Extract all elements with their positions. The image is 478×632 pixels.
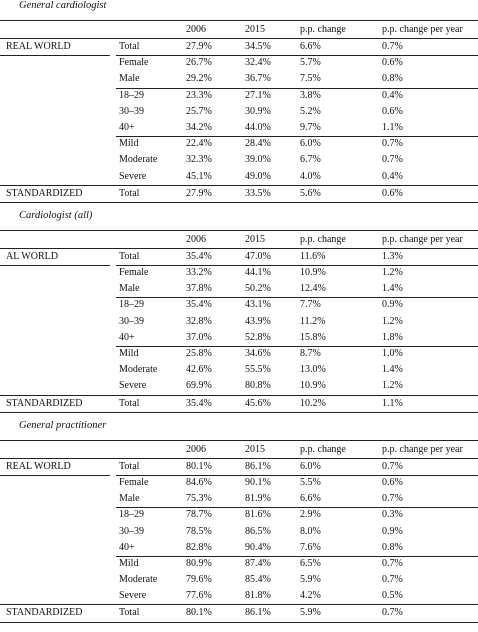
- group-label: STANDARDIZED: [6, 607, 83, 619]
- table-cell: 84.6%: [186, 476, 212, 488]
- table-cell: Mild: [119, 348, 139, 359]
- column-header: 2006: [186, 24, 206, 35]
- table-row: [0, 88, 478, 104]
- table-cell: 1.4%: [382, 283, 403, 295]
- table-row: [0, 507, 478, 523]
- table-cell: 5.7%: [300, 57, 321, 69]
- table-cell: 15.8%: [300, 331, 326, 343]
- table-cell: 32.8%: [186, 315, 212, 327]
- table-row: [0, 39, 478, 55]
- table-cell: 1.2%: [382, 380, 403, 392]
- table-row: [0, 152, 478, 168]
- table-cell: 80.1%: [186, 607, 212, 619]
- table-cell: 90.1%: [245, 476, 271, 488]
- table-cell: 18–29: [119, 89, 144, 101]
- table-cell: 34.2%: [186, 121, 212, 133]
- table-cell: 40+: [119, 541, 135, 553]
- table-cell: 22.4%: [186, 138, 212, 150]
- table-cell: 1.1%: [382, 121, 403, 133]
- table-row: [0, 169, 478, 185]
- table-cell: 12.4%: [300, 283, 326, 295]
- table-cell: 1.2%: [382, 315, 403, 327]
- table-row: [0, 524, 478, 540]
- table-cell: Severe: [119, 590, 147, 602]
- table-cell: 1.1%: [382, 397, 403, 409]
- table-cell: Mild: [119, 138, 139, 150]
- table-cell: 0.7%: [382, 607, 403, 619]
- table-cell: 55.5%: [245, 364, 271, 376]
- table-cell: 10.2%: [300, 397, 326, 409]
- table-cell: 28.4%: [245, 138, 271, 150]
- table-cell: 87.4%: [245, 557, 271, 569]
- table-cell: 42.6%: [186, 364, 212, 376]
- table-cell: Severe: [119, 170, 147, 182]
- table-row: [0, 330, 478, 346]
- table-cell: 35.4%: [186, 250, 212, 262]
- standardized-row: [0, 186, 478, 202]
- table-cell: 4.0%: [300, 170, 321, 182]
- table-cell: 7.5%: [300, 73, 321, 85]
- table-cell: 0.6%: [382, 57, 403, 69]
- column-header: 2015: [245, 233, 265, 245]
- table-cell: 0.7%: [382, 557, 403, 569]
- table-cell: Total: [119, 460, 140, 472]
- table-cell: 30–39: [119, 315, 144, 327]
- table-cell: 27.9%: [186, 187, 212, 199]
- block-rule: [116, 556, 478, 557]
- group-label: REAL WORLD: [6, 41, 71, 52]
- table-cell: 0.6%: [382, 105, 403, 117]
- table-cell: 0.7%: [382, 138, 403, 150]
- table-cell: 47.0%: [245, 250, 271, 262]
- column-header: p.p. change per year: [382, 443, 463, 455]
- table-cell: 2.9%: [300, 509, 321, 521]
- table-row: [0, 540, 478, 556]
- table-cell: 25.7%: [186, 105, 212, 117]
- block-rule: [116, 297, 478, 298]
- table-cell: 36.7%: [245, 73, 271, 85]
- section-title: General practitioner: [19, 419, 107, 431]
- table-cell: 43.9%: [245, 315, 271, 327]
- table-cell: 23.3%: [186, 89, 212, 101]
- table-cell: 77.6%: [186, 590, 212, 602]
- group-label: AL WORLD: [6, 250, 58, 262]
- standardized-row: [0, 396, 478, 412]
- table-cell: 1.0%: [382, 348, 403, 359]
- table-cell: 6.6%: [300, 41, 321, 52]
- table-cell: Moderate: [119, 574, 158, 586]
- table-cell: Severe: [119, 380, 147, 392]
- header-row: [0, 441, 478, 458]
- column-header: 2015: [245, 443, 265, 455]
- table-cell: 35.4%: [186, 299, 212, 311]
- table-cell: 86.5%: [245, 525, 271, 537]
- table-cell: 39.0%: [245, 154, 271, 166]
- table-cell: 82.8%: [186, 541, 212, 553]
- table-cell: 33.5%: [245, 187, 271, 199]
- table-row: [0, 314, 478, 330]
- table-cell: 86.1%: [245, 607, 271, 619]
- table-cell: 52.8%: [245, 331, 271, 343]
- table-cell: 0.6%: [382, 476, 403, 488]
- table-cell: 6.0%: [300, 138, 321, 150]
- table-row: [0, 104, 478, 120]
- table-cell: 0.7%: [382, 574, 403, 586]
- table-cell: 7.6%: [300, 541, 321, 553]
- table-cell: 33.2%: [186, 267, 212, 279]
- column-header: p.p. change per year: [382, 24, 463, 35]
- table-row: [0, 55, 478, 71]
- table-cell: 11.6%: [300, 250, 326, 262]
- table-cell: 6.7%: [300, 154, 321, 166]
- group-label: STANDARDIZED: [6, 397, 83, 409]
- table-cell: 45.1%: [186, 170, 212, 182]
- table-row: [0, 346, 478, 362]
- table-row: [0, 572, 478, 588]
- table-cell: 18–29: [119, 509, 144, 521]
- section-title: General cardiologist: [19, 0, 107, 11]
- table-cell: 4.2%: [300, 590, 321, 602]
- block-rule: [116, 265, 478, 266]
- table-cell: 1.4%: [382, 364, 403, 376]
- table-cell: 32.3%: [186, 154, 212, 166]
- table-cell: 37.0%: [186, 331, 212, 343]
- table-cell: 11.2%: [300, 315, 326, 327]
- table-row: [0, 459, 478, 475]
- table-cell: 0.6%: [382, 187, 403, 199]
- table-cell: 43.1%: [245, 299, 271, 311]
- column-header: p.p. change: [300, 233, 346, 245]
- table-cell: 0.8%: [382, 541, 403, 553]
- table-cell: 1.8%: [382, 331, 403, 343]
- table-row: [0, 136, 478, 152]
- column-header: 2006: [186, 233, 206, 245]
- column-header: p.p. change: [300, 443, 346, 455]
- table-cell: 0.8%: [382, 73, 403, 85]
- header-row: [0, 231, 478, 248]
- table-row: [0, 588, 478, 604]
- table-cell: 32.4%: [245, 57, 271, 69]
- table-cell: 30–39: [119, 105, 144, 117]
- table-cell: 3.8%: [300, 89, 321, 101]
- table-cell: 5.9%: [300, 574, 321, 586]
- table-row: [0, 281, 478, 297]
- table-cell: 27.1%: [245, 89, 271, 101]
- table-cell: 44.0%: [245, 121, 271, 133]
- table-cell: Male: [119, 493, 140, 505]
- table-cell: 44.1%: [245, 267, 271, 279]
- table-cell: 6.5%: [300, 557, 321, 569]
- column-header: p.p. change per year: [382, 233, 463, 245]
- table-cell: 6.0%: [300, 460, 321, 472]
- table-cell: 35.4%: [186, 397, 212, 409]
- table-row: [0, 120, 478, 136]
- table-cell: 85.4%: [245, 574, 271, 586]
- table-cell: 1.2%: [382, 267, 403, 279]
- table-cell: 27.9%: [186, 41, 212, 52]
- table-cell: 30–39: [119, 525, 144, 537]
- table-cell: 78.7%: [186, 509, 212, 521]
- table-cell: 5.2%: [300, 105, 321, 117]
- table-cell: Total: [119, 397, 140, 409]
- table-cell: 5.6%: [300, 187, 321, 199]
- table-cell: 25.8%: [186, 348, 212, 359]
- table-cell: 90.4%: [245, 541, 271, 553]
- table-row: [0, 362, 478, 378]
- table-cell: 0.7%: [382, 41, 403, 52]
- table-cell: 8.0%: [300, 525, 321, 537]
- table-cell: 45.6%: [245, 397, 271, 409]
- table-row: [0, 491, 478, 507]
- block-rule: [116, 88, 478, 89]
- table-cell: 0.7%: [382, 493, 403, 505]
- table-cell: 26.7%: [186, 57, 212, 69]
- table-cell: 80.8%: [245, 380, 271, 392]
- table-cell: 0.7%: [382, 154, 403, 166]
- table-cell: Female: [119, 267, 149, 279]
- table-cell: 34.5%: [245, 41, 271, 52]
- table-cell: Male: [119, 283, 140, 295]
- table-cell: 0.4%: [382, 89, 403, 101]
- table-cell: 78.5%: [186, 525, 212, 537]
- table-cell: 18–29: [119, 299, 144, 311]
- table-cell: 86.1%: [245, 460, 271, 472]
- table-section: [0, 420, 478, 623]
- table-cell: Total: [119, 187, 140, 199]
- table-cell: 0.3%: [382, 509, 403, 521]
- table-cell: 40+: [119, 331, 135, 343]
- table-section: [0, 0, 478, 210]
- group-label: STANDARDIZED: [6, 187, 83, 199]
- table-cell: 81.6%: [245, 509, 271, 521]
- group-label: REAL WORLD: [6, 460, 71, 472]
- bottom-rule: [0, 622, 478, 623]
- table-row: [0, 249, 478, 265]
- table-cell: 34.6%: [245, 348, 271, 359]
- table-cell: Female: [119, 57, 149, 69]
- table-cell: 49.0%: [245, 170, 271, 182]
- table-cell: 40+: [119, 121, 135, 133]
- table-cell: 80.9%: [186, 557, 212, 569]
- table-cell: Moderate: [119, 154, 158, 166]
- table-cell: 10.9%: [300, 267, 326, 279]
- standardized-row: [0, 605, 478, 621]
- table-cell: 0.5%: [382, 590, 403, 602]
- table-cell: 10.9%: [300, 380, 326, 392]
- table-cell: 8.7%: [300, 348, 321, 359]
- column-header: 2015: [245, 24, 265, 35]
- table-cell: Total: [119, 250, 140, 262]
- table-cell: 81.9%: [245, 493, 271, 505]
- table-row: [0, 297, 478, 313]
- block-rule: [116, 55, 478, 56]
- table-cell: 75.3%: [186, 493, 212, 505]
- table-cell: 0.4%: [382, 170, 403, 182]
- table-cell: 79.6%: [186, 574, 212, 586]
- table-cell: 81.8%: [245, 590, 271, 602]
- block-rule: [116, 136, 478, 137]
- table-cell: 30.9%: [245, 105, 271, 117]
- table-row: [0, 378, 478, 394]
- table-cell: 5.9%: [300, 607, 321, 619]
- header-row: [0, 21, 478, 38]
- column-header: p.p. change: [300, 24, 346, 35]
- section-title: Cardiologist (all): [19, 209, 93, 221]
- table-cell: 13.0%: [300, 364, 326, 376]
- table-cell: 5.5%: [300, 476, 321, 488]
- table-cell: 37.8%: [186, 283, 212, 295]
- table-cell: 6.6%: [300, 493, 321, 505]
- block-rule: [116, 507, 478, 508]
- column-header: 2006: [186, 443, 206, 455]
- table-cell: 0.7%: [382, 460, 403, 472]
- table-cell: 7.7%: [300, 299, 321, 311]
- table-cell: 29.2%: [186, 73, 212, 85]
- table-cell: 80.1%: [186, 460, 212, 472]
- table-cell: 0.9%: [382, 525, 403, 537]
- table-row: [0, 71, 478, 87]
- block-rule: [116, 475, 478, 476]
- block-rule: [116, 346, 478, 347]
- table-cell: Total: [119, 607, 140, 619]
- table-cell: Female: [119, 476, 149, 488]
- table-section: [0, 210, 478, 420]
- table-cell: Total: [119, 41, 140, 52]
- table-row: [0, 556, 478, 572]
- table-cell: Male: [119, 73, 140, 85]
- table-cell: 1.3%: [382, 250, 403, 262]
- table-row: [0, 265, 478, 281]
- table-cell: Moderate: [119, 364, 158, 376]
- table-cell: 9.7%: [300, 121, 321, 133]
- table-cell: 50.2%: [245, 283, 271, 295]
- table-cell: Mild: [119, 557, 139, 569]
- table-row: [0, 475, 478, 491]
- table-cell: 0.9%: [382, 299, 403, 311]
- table-cell: 69.9%: [186, 380, 212, 392]
